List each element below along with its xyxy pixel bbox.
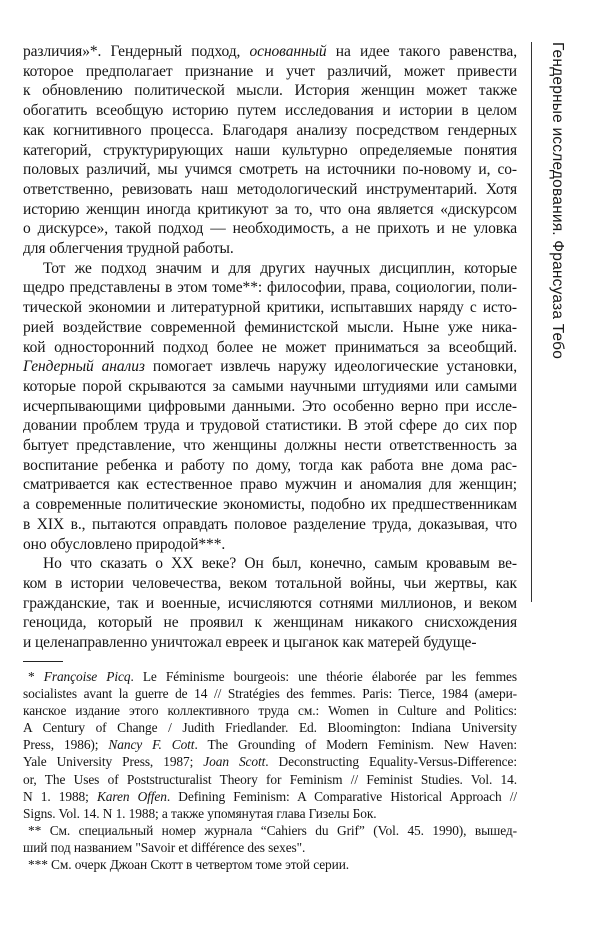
footnote-separator: [23, 661, 63, 662]
text-run: кой односторонний подход более не может приниматься за всеобщий.: [23, 338, 517, 356]
text-run: Yale University Press, 1987;: [23, 754, 204, 770]
footnote-line: [23, 736, 517, 753]
italic-text: Nancy F. Cott: [108, 737, 195, 753]
text-run: ** См. специальный номер журнала “Cahiers du Grif” (Vol. 45. 1990), вышед-: [28, 822, 517, 838]
text-run: . Defining Feminism: A Comparative Historical Approach //: [166, 788, 517, 804]
text-line: [23, 200, 517, 220]
text-line: [23, 219, 517, 239]
text-run: различия»*. Гендерный подход,: [23, 43, 250, 60]
text-run: которые порой скрываются за самыми научными штудиями или самыми: [23, 377, 517, 395]
text-run: or, The Uses of Poststructuralist Theory for Feminism // Feminist Studies. Vol. 14.: [23, 771, 517, 787]
text-run: категорий, структурирующих наши культурно определяемые понятия: [23, 141, 517, 159]
text-line: [23, 535, 517, 555]
text-run: помогает извлечь наружу идеологические установки,: [144, 358, 517, 376]
text-line: [23, 416, 517, 436]
text-run: тической экономии и литературной критики, испытавших наряду с исто-: [23, 299, 517, 317]
text-run: как когнитивного процесса. Благодаря анализу посредством гендерных: [23, 121, 517, 139]
text-run: Press, 1986);: [23, 737, 109, 753]
italic-text: Joan Scott: [203, 754, 266, 770]
text-line: [23, 101, 517, 121]
text-run: бытует представление, что женщины должны нести ответственность за: [23, 437, 517, 455]
text-run: . The Grounding of Modern Feminism. New Haven:: [194, 737, 517, 753]
text-line: [23, 239, 517, 259]
text-run: для облегчения трудной работы.: [23, 240, 234, 258]
text-run: геноцида, который не проявил к женщинам никакого снисхождения: [23, 614, 517, 632]
text-line: [23, 495, 517, 515]
text-line: [23, 259, 517, 279]
text-run: щедро представлены в этом томе**: философии, права, социологии, поли-: [23, 279, 517, 297]
text-line: [23, 633, 517, 653]
text-line: [23, 594, 517, 614]
footnote-line: [23, 856, 517, 873]
text-run: Signs. Vol. 14. N 1. 1988; а также упомянутая глава Гизелы Бок.: [23, 805, 377, 821]
footnote-line: [23, 822, 517, 839]
text-line: [23, 397, 517, 417]
footnote-line: [23, 719, 517, 736]
text-line: [23, 121, 517, 141]
text-run: канское издание этого коллективного труда см.: Women in Culture and Politics:: [23, 703, 517, 719]
text-run: N 1. 1988;: [23, 788, 97, 804]
text-line: [23, 318, 517, 338]
text-run: историю женщин иногда критикуют за то, что она является «дискурсом: [23, 200, 517, 218]
text-run: к обновлению политической мысли. История женщин может также: [23, 82, 517, 100]
text-line: [23, 42, 517, 62]
text-line: [23, 475, 517, 495]
text-run: . Le Féminisme bourgeois: une théorie élaborée par les femmes: [130, 669, 518, 684]
footnote-line: [23, 805, 517, 822]
text-run: исчерпывающими цифровыми данными. Это особенно верно при иссле-: [23, 397, 517, 415]
running-head: Гендерные исследования. Франсуаза Тебо: [549, 42, 566, 360]
text-line: [23, 180, 517, 200]
text-run: *** См. очерк Джоан Скотт в четвертом томе этой серии.: [28, 857, 350, 873]
text-run: . Deconstructing Equality-Versus-Difference:: [265, 754, 517, 770]
text-line: [23, 574, 517, 594]
text-run: обогатить всеобщую историю путем исследования и истории в целом: [23, 102, 517, 120]
text-run: и целенаправленно уничтожал евреек и цыганок как матерей будуще-: [23, 634, 477, 652]
text-run: довании проблем труда и трудовой статистики. В этой сфере до сих пор: [23, 417, 517, 435]
text-run: Но что сказать о XX веке? Он был, конечно, самым кровавым ве-: [43, 555, 517, 573]
margin-rule: [531, 42, 532, 602]
text-run: гражданские, так и военные, исчисляются сотнями миллионов, и веком: [23, 594, 517, 612]
text-run: ший под названием "Savoir et différence des sexes".: [23, 839, 306, 855]
text-run: Тот же подход значим и для других научных дисциплин, которые: [43, 259, 517, 277]
text-line: [23, 436, 517, 456]
footnote-line: [23, 702, 517, 719]
text-run: на идее такого равенства,: [326, 43, 517, 60]
text-line: [23, 554, 517, 574]
text-line: [23, 377, 517, 397]
text-line: [23, 613, 517, 633]
text-run: сматривается как естественное право мужчин и аномалия для женщин;: [23, 476, 517, 494]
footnote-line: [23, 839, 517, 856]
text-run: половых различий, мы учимся смотреть на источники по-новому и, со-: [23, 161, 517, 179]
text-line: [23, 141, 517, 161]
footnote-line: [23, 685, 517, 702]
text-run: socialistes avant la guerre de 14 // Stratégies des femmes. Paris: Tierce, 1984 (амери-: [23, 686, 517, 702]
text-line: [23, 298, 517, 318]
text-run: A Century of Change / Judith Friedlander. Ed. Bloomington: Indiana University: [23, 720, 517, 736]
text-line: [23, 278, 517, 298]
text-run: ком в истории человечества, веком тотальной войны, чьи жертвы, как: [23, 574, 517, 592]
text-run: рией воздействие современной феминистской мысли. Ныне уже ника-: [23, 318, 517, 336]
text-run: воспитание ребенка и работу по дому, тогда как работа вне дома рас-: [23, 456, 517, 474]
text-line: [23, 338, 517, 358]
footnote-line: [23, 771, 517, 788]
text-line: [23, 515, 517, 535]
text-run: *: [28, 669, 44, 684]
text-run: ответственно, ревизовать наш методологический инструментарий. Хотя: [23, 180, 517, 198]
footnotes: [23, 668, 517, 873]
italic-text: основанный: [249, 43, 327, 60]
text-run: о дискурсе», такой подход — необходимость, а не прихоть и не уловка: [23, 220, 517, 238]
text-run: а современные политические экономисты, подобно их предшественникам: [23, 496, 517, 514]
text-run: оно обусловлено природой***.: [23, 535, 226, 553]
footnote-line: [23, 788, 517, 805]
footnote-line: [23, 668, 517, 685]
italic-text: Karen Offen: [96, 788, 167, 804]
text-run: в XIX в., пытаются оправдать половое разделение труда, доказывая, что: [23, 515, 517, 533]
footnote-line: [23, 753, 517, 770]
italic-text: Françoise Picq: [43, 669, 131, 684]
text-run: которое предполагает признание и учет различий, может привести: [23, 62, 517, 80]
text-line: [23, 62, 517, 82]
text-line: [23, 160, 517, 180]
text-line: [23, 81, 517, 101]
main-text: [23, 42, 517, 653]
italic-text: Гендерный анализ: [23, 358, 145, 376]
text-line: [23, 357, 517, 377]
text-line: [23, 456, 517, 476]
